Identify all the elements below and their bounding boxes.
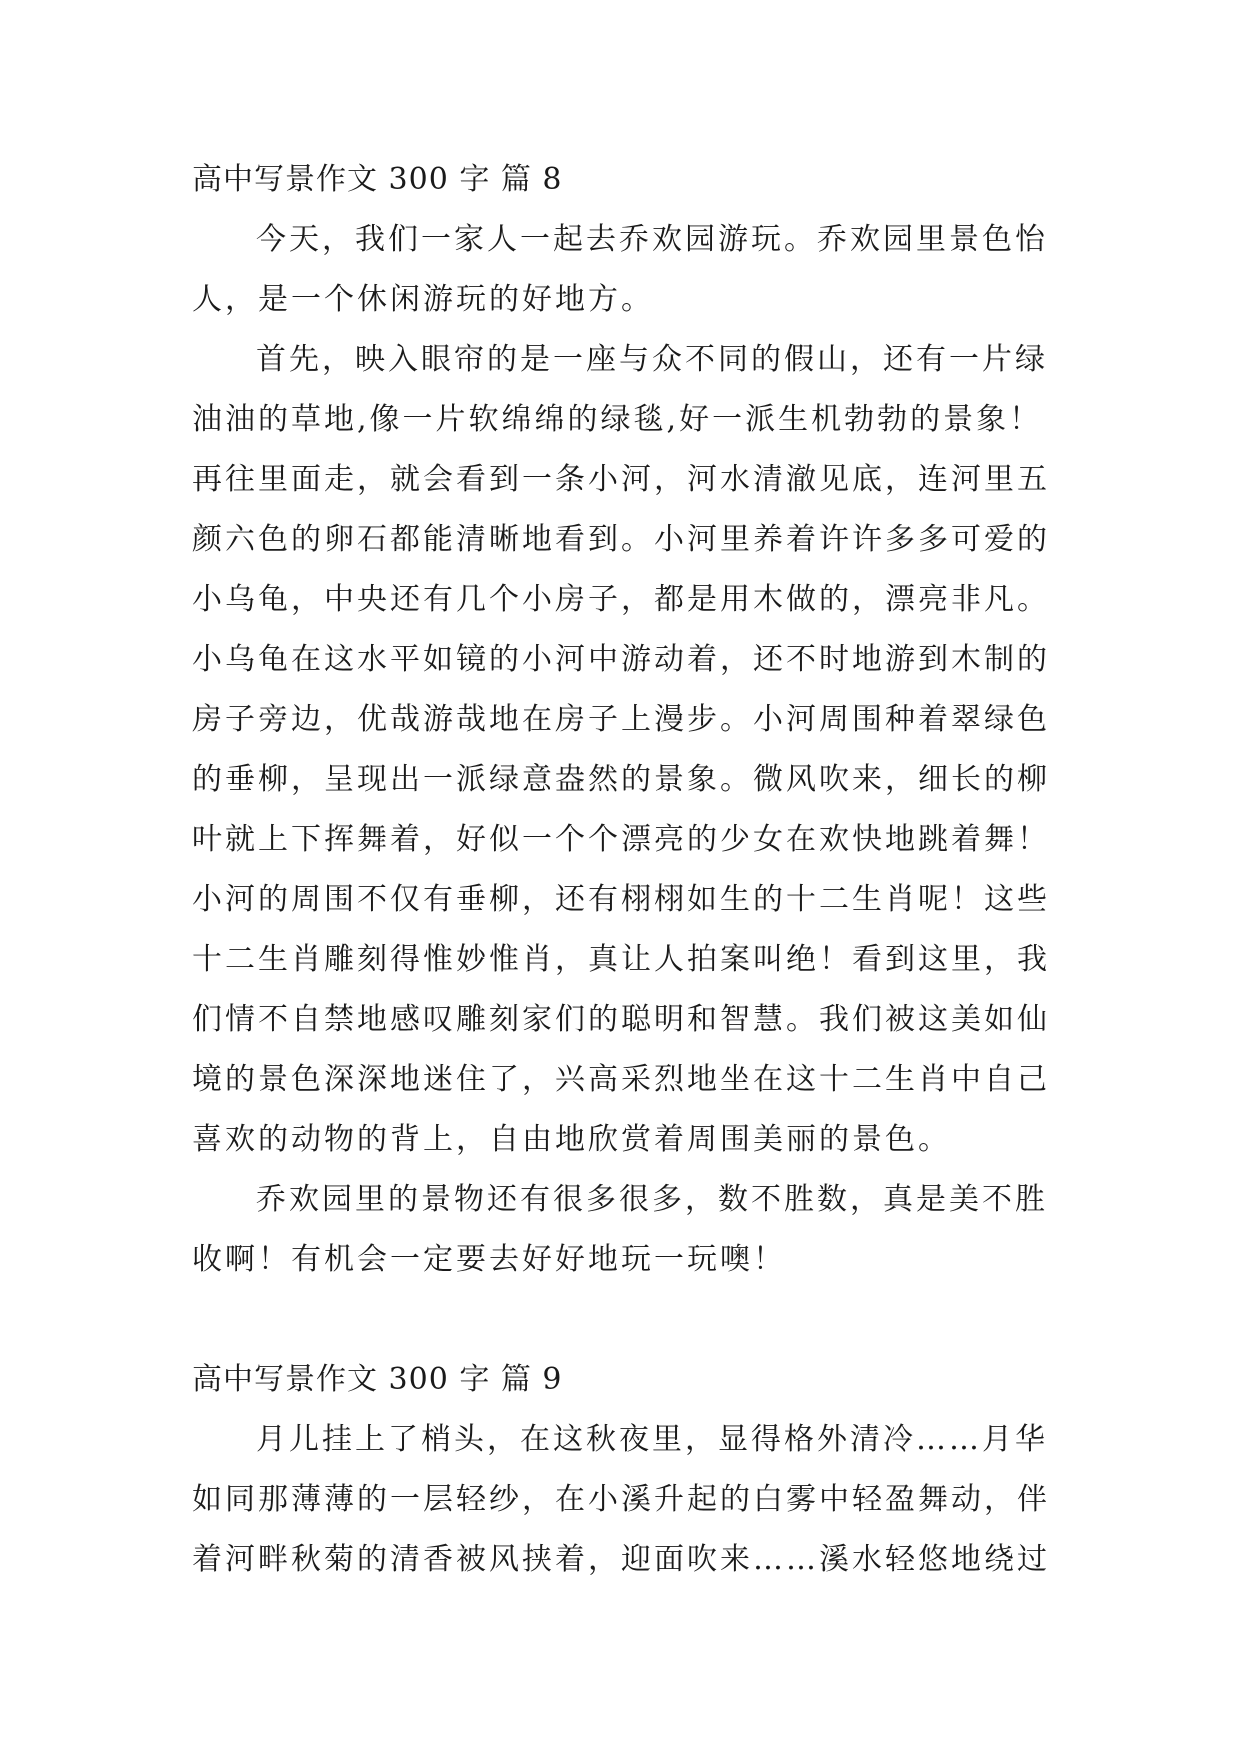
section-heading: 高中写景作文 300 字 篇 9 <box>192 1362 563 1397</box>
text-line: 首先，映入眼帘的是一座与众不同的假山，还有一片绿 <box>256 342 1048 377</box>
text-line: 人，是一个休闲游玩的好地方。 <box>192 282 654 317</box>
text-line: 如同那薄薄的一层轻纱，在小溪升起的白雾中轻盈舞动，伴 <box>192 1482 1050 1517</box>
text-line: 小乌龟在这水平如镜的小河中游动着，还不时地游到木制的 <box>192 642 1050 677</box>
text-line: 叶就上下挥舞着，好似一个个漂亮的少女在欢快地跳着舞！ <box>192 822 1050 857</box>
text-line: 收啊！有机会一定要去好好地玩一玩噢！ <box>192 1242 786 1277</box>
paragraph <box>192 1170 1052 1290</box>
text-line: 颜六色的卵石都能清晰地看到。小河里养着许许多多可爱的 <box>192 522 1050 557</box>
text-line: 月儿挂上了梢头，在这秋夜里，显得格外清冷……月华 <box>256 1422 1048 1457</box>
text-line: 今天，我们一家人一起去乔欢园游玩。乔欢园里景色怡 <box>256 222 1048 257</box>
text-line: 小乌龟，中央还有几个小房子，都是用木做的，漂亮非凡。 <box>192 582 1050 617</box>
text-line: 乔欢园里的景物还有很多很多，数不胜数，真是美不胜 <box>256 1182 1048 1217</box>
section-heading: 高中写景作文 300 字 篇 8 <box>192 162 563 197</box>
text-line: 房子旁边，优哉游哉地在房子上漫步。小河周围种着翠绿色 <box>192 702 1050 737</box>
text-line: 境的景色深深地迷住了，兴高采烈地坐在这十二生肖中自己 <box>192 1062 1050 1097</box>
text-line: 喜欢的动物的背上，自由地欣赏着周围美丽的景色。 <box>192 1122 951 1157</box>
paragraph <box>192 330 1052 1170</box>
paragraph <box>192 1410 1052 1590</box>
text-line: 十二生肖雕刻得惟妙惟肖，真让人拍案叫绝！看到这里，我 <box>192 942 1050 977</box>
text-line: 油油的草地,像一片软绵绵的绿毯,好一派生机勃勃的景象！ <box>192 402 1043 437</box>
text-line: 着河畔秋菊的清香被风挟着，迎面吹来……溪水轻悠地绕过 <box>192 1542 1050 1577</box>
text-line: 的垂柳，呈现出一派绿意盎然的景象。微风吹来，细长的柳 <box>192 762 1050 797</box>
text-line: 们情不自禁地感叹雕刻家们的聪明和智慧。我们被这美如仙 <box>192 1002 1050 1037</box>
text-line: 再往里面走，就会看到一条小河，河水清澈见底，连河里五 <box>192 462 1050 497</box>
document-body <box>192 150 1052 1590</box>
section-spacer <box>192 1290 1052 1350</box>
paragraph <box>192 210 1052 330</box>
text-line: 小河的周围不仅有垂柳，还有栩栩如生的十二生肖呢！这些 <box>192 882 1050 917</box>
